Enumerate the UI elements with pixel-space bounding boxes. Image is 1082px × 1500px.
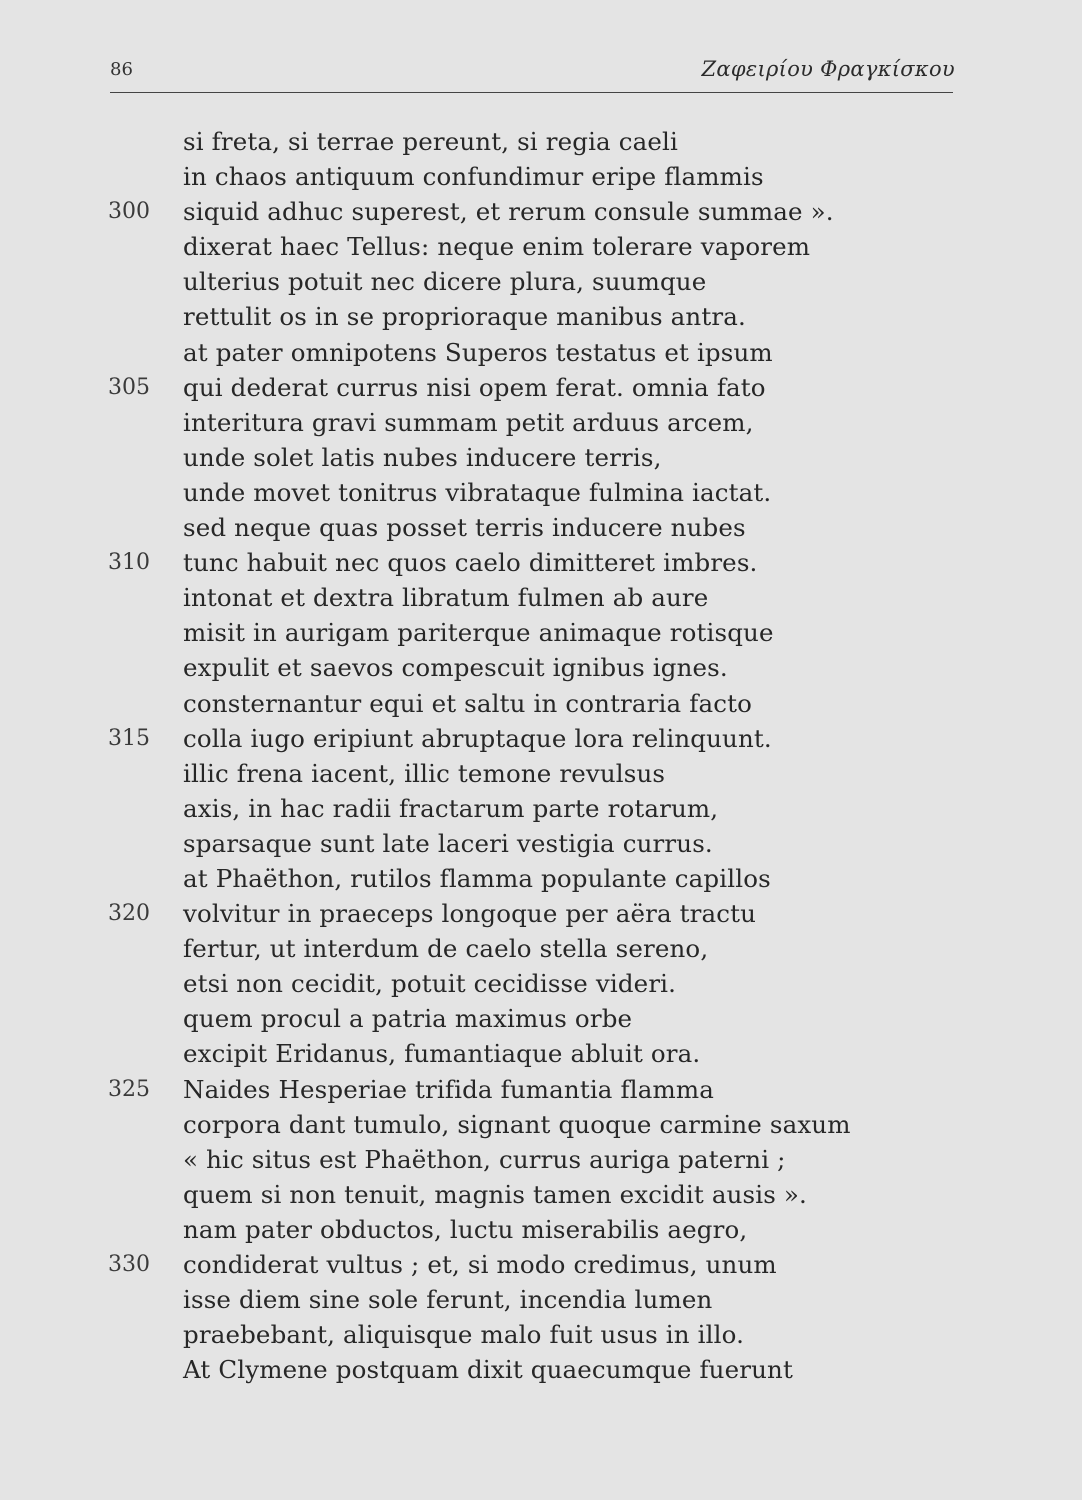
running-title: Ζαφειρίου Φραγκίσκου	[701, 57, 955, 81]
verse-line	[0, 300, 1082, 335]
verse-line	[0, 1248, 1082, 1283]
verse-line	[0, 651, 1082, 686]
verse-line	[0, 967, 1082, 1002]
verse-line	[0, 1283, 1082, 1318]
verse-line	[0, 265, 1082, 300]
verse-line	[0, 1213, 1082, 1248]
line-number: 320	[108, 901, 150, 927]
verse-text: condiderat vultus ; et, si modo credimus, unum	[183, 1250, 777, 1279]
verse-line	[0, 125, 1082, 160]
verse-line	[0, 1073, 1082, 1108]
verse-text: praebebant, aliquisque malo fuit usus in illo.	[183, 1320, 745, 1350]
verse-text: illic frena iacent, illic temone revulsus	[183, 758, 666, 788]
verse-line	[0, 230, 1082, 265]
verse-text: corpora dant tumulo, signant quoque carmine saxum	[183, 1109, 851, 1139]
verse-text: qui dederat currus nisi opem ferat. omnia fato	[183, 372, 766, 402]
verse-text: dixerat haec Tellus: neque enim tolerare vaporem	[183, 232, 811, 262]
verse-line	[0, 476, 1082, 511]
verse-line	[0, 336, 1082, 371]
verse-line	[0, 160, 1082, 195]
verse-line	[0, 1143, 1082, 1178]
verse-text: tunc habuit nec quos caelo dimitteret imbres.	[183, 548, 758, 578]
verse-text: excipit Eridanus, fumantiaque abluit ora.	[183, 1039, 701, 1069]
verse-text: in chaos antiquum confundimur eripe flammis	[183, 162, 764, 192]
verse-text: quem procul a patria maximus orbe	[183, 1004, 633, 1034]
verse-line	[0, 1108, 1082, 1143]
header-rule	[110, 92, 953, 93]
verse-line	[0, 932, 1082, 967]
verse-line	[0, 406, 1082, 441]
verse-line	[0, 792, 1082, 827]
verse-line	[0, 757, 1082, 792]
verse-line	[0, 581, 1082, 616]
verse-text: consternantur equi et saltu in contraria facto	[183, 688, 752, 718]
line-number: 325	[108, 1076, 150, 1102]
verse-text: « hic situs est Phaëthon, currus auriga paterni ;	[183, 1144, 786, 1174]
verse-line	[0, 616, 1082, 651]
verse-text: etsi non cecidit, potuit cecidisse videri.	[183, 969, 677, 999]
verse-text: axis, in hac radii fractarum parte rotarum,	[183, 793, 719, 823]
verse-text: colla iugo eripiunt abruptaque lora relinquunt.	[183, 723, 772, 753]
verse-line	[0, 687, 1082, 722]
verse-line	[0, 371, 1082, 406]
verse-line	[0, 897, 1082, 932]
line-number: 300	[108, 199, 150, 225]
verse-line	[0, 511, 1082, 546]
verse-text: At Clymene postquam dixit quaecumque fuerunt	[183, 1355, 793, 1385]
verse-text: isse diem sine sole ferunt, incendia lumen	[183, 1285, 713, 1315]
line-number: 315	[108, 725, 150, 751]
verse-text: nam pater obductos, luctu miserabilis aegro,	[183, 1214, 748, 1244]
line-number: 330	[108, 1252, 150, 1277]
verse-line	[0, 722, 1082, 757]
verse-line	[0, 195, 1082, 230]
verse-line	[0, 441, 1082, 476]
verse-text: interitura gravi summam petit arduus arcem,	[183, 407, 754, 437]
verse-text: unde movet tonitrus vibrataque fulmina iactat.	[183, 477, 772, 507]
running-head	[110, 55, 955, 89]
verse-line	[0, 1037, 1082, 1072]
verse-text: unde solet latis nubes inducere terris,	[183, 442, 662, 472]
verse-text: quem si non tenuit, magnis tamen excidit ausis ».	[183, 1179, 807, 1209]
verse-line	[0, 827, 1082, 862]
page-number: 86	[110, 59, 133, 80]
verse-line	[0, 862, 1082, 897]
line-number: 310	[108, 550, 150, 576]
verse-text: sed neque quas posset terris inducere nubes	[183, 513, 746, 543]
verse-text: ulterius potuit nec dicere plura, suumque	[183, 267, 707, 297]
verse-text: at pater omnipotens Superos testatus et ipsum	[183, 337, 773, 367]
verse-text: Naides Hesperiae trifida fumantia flamma	[183, 1074, 714, 1104]
verse-line	[0, 1318, 1082, 1353]
verse-text: rettulit os in se proprioraque manibus antra.	[183, 302, 746, 332]
verse-text: fertur, ut interdum de caelo stella sereno,	[183, 934, 709, 964]
verse-line	[0, 1353, 1082, 1388]
verse-text: at Phaëthon, rutilos flamma populante capillos	[183, 863, 771, 893]
verse-text: misit in aurigam pariterque animaque rotisque	[183, 618, 774, 648]
verse-line	[0, 546, 1082, 581]
line-number: 305	[108, 374, 150, 400]
verse-text: intonat et dextra libratum fulmen ab aure	[183, 583, 709, 613]
verse-text: expulit et saevos compescuit ignibus ignes.	[183, 653, 728, 683]
verse-text: sparsaque sunt late laceri vestigia currus.	[183, 828, 713, 858]
verse-line	[0, 1002, 1082, 1037]
verse-line	[0, 1178, 1082, 1213]
verse-text: si freta, si terrae pereunt, si regia caeli	[183, 127, 679, 156]
verse-text: volvitur in praeceps longoque per aëra tractu	[183, 899, 757, 929]
verse-text: siquid adhuc superest, et rerum consule summae ».	[183, 197, 834, 227]
verse-block	[0, 125, 1082, 1388]
